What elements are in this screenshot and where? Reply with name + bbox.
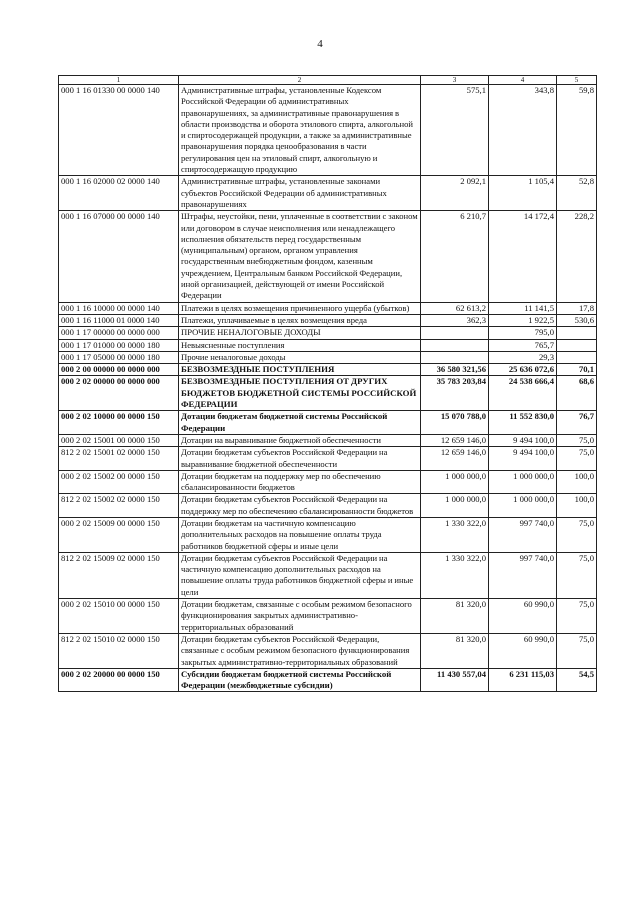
column-number-row (59, 76, 597, 85)
cell-description: БЕЗВОЗМЕЗДНЫЕ ПОСТУПЛЕНИЯ ОТ ДРУГИХ БЮДЖЕТОВ БЮДЖЕТНОЙ СИСТЕМЫ РОССИЙСКОЙ ФЕДЕРАЦИИ (179, 376, 421, 411)
cell-percent: 54,5 (557, 668, 597, 692)
cell-percent: 100,0 (557, 470, 597, 494)
cell-description: Административные штрафы, установленные законами субъектов Российской Федерации об административных правонарушениях (179, 176, 421, 211)
table-row (59, 314, 597, 326)
cell-actual-amount: 11 552 830,0 (489, 411, 557, 435)
cell-actual-amount: 765,7 (489, 339, 557, 351)
table-row (59, 339, 597, 351)
cell-code: 000 1 16 01330 00 0000 140 (59, 85, 179, 176)
cell-description: Дотации бюджетам субъектов Российской Федерации на поддержку мер по обеспечению сбалансированности бюджетов (179, 494, 421, 518)
table-row (59, 494, 597, 518)
cell-code: 000 2 02 15009 00 0000 150 (59, 517, 179, 552)
cell-actual-amount: 14 172,4 (489, 211, 557, 302)
cell-planned-amount: 2 092,1 (421, 176, 489, 211)
cell-description: Дотации бюджетам бюджетной системы Российской Федерации (179, 411, 421, 435)
cell-planned-amount: 12 659 146,0 (421, 447, 489, 471)
cell-actual-amount: 60 990,0 (489, 599, 557, 634)
cell-code: 000 2 02 15010 00 0000 150 (59, 599, 179, 634)
cell-planned-amount (421, 351, 489, 363)
table-row (59, 517, 597, 552)
cell-planned-amount: 575,1 (421, 85, 489, 176)
column-number: 1 (59, 76, 179, 85)
cell-planned-amount: 12 659 146,0 (421, 434, 489, 446)
column-number: 4 (489, 76, 557, 85)
cell-planned-amount: 81 320,0 (421, 599, 489, 634)
table-row (59, 434, 597, 446)
table-row (59, 633, 597, 668)
table-row (59, 376, 597, 411)
cell-code: 812 2 02 15002 02 0000 150 (59, 494, 179, 518)
cell-description: Дотации бюджетам на поддержку мер по обеспечению сбалансированности бюджетов (179, 470, 421, 494)
cell-actual-amount: 25 636 072,6 (489, 364, 557, 376)
cell-percent: 228,2 (557, 211, 597, 302)
cell-code: 000 2 02 10000 00 0000 150 (59, 411, 179, 435)
table-row (59, 470, 597, 494)
column-number: 2 (179, 76, 421, 85)
cell-percent: 52,8 (557, 176, 597, 211)
cell-code: 000 1 16 11000 01 0000 140 (59, 314, 179, 326)
cell-code: 000 2 02 15002 00 0000 150 (59, 470, 179, 494)
cell-percent: 76,7 (557, 411, 597, 435)
cell-description: Дотации бюджетам субъектов Российской Федерации на частичную компенсацию дополнительных расходов на повышение оплаты труда работников бюджетной сферы и иные цели (179, 552, 421, 598)
cell-percent: 75,0 (557, 517, 597, 552)
cell-planned-amount: 6 210,7 (421, 211, 489, 302)
table-row (59, 447, 597, 471)
cell-code: 812 2 02 15001 02 0000 150 (59, 447, 179, 471)
column-number: 3 (421, 76, 489, 85)
cell-description: Платежи в целях возмещения причиненного ущерба (убытков) (179, 302, 421, 314)
cell-planned-amount: 1 000 000,0 (421, 494, 489, 518)
cell-percent: 75,0 (557, 552, 597, 598)
cell-planned-amount (421, 327, 489, 339)
cell-description: Прочие неналоговые доходы (179, 351, 421, 363)
table-row (59, 176, 597, 211)
cell-description: Невыясненные поступления (179, 339, 421, 351)
cell-planned-amount: 1 000 000,0 (421, 470, 489, 494)
cell-code: 000 2 00 00000 00 0000 000 (59, 364, 179, 376)
cell-actual-amount: 795,0 (489, 327, 557, 339)
cell-actual-amount: 343,8 (489, 85, 557, 176)
cell-actual-amount: 24 538 666,4 (489, 376, 557, 411)
cell-description: Субсидии бюджетам бюджетной системы Российской Федерации (межбюджетные субсидии) (179, 668, 421, 692)
cell-actual-amount: 1 000 000,0 (489, 494, 557, 518)
cell-percent: 70,1 (557, 364, 597, 376)
cell-code: 000 1 16 10000 00 0000 140 (59, 302, 179, 314)
page-number: 4 (317, 38, 323, 50)
cell-code: 000 2 02 15001 00 0000 150 (59, 434, 179, 446)
cell-planned-amount: 36 580 321,56 (421, 364, 489, 376)
cell-actual-amount: 1 000 000,0 (489, 470, 557, 494)
cell-percent: 68,6 (557, 376, 597, 411)
cell-planned-amount: 81 320,0 (421, 633, 489, 668)
cell-code: 000 2 02 00000 00 0000 000 (59, 376, 179, 411)
cell-description: Штрафы, неустойки, пени, уплаченные в соответствии с законом или договором в случае неисполнения или ненадлежащего исполнения обязательств перед государственным (муниципальным) органом, органом управления государственным внебюджетным фондом, казенным учреждением, Центральным банком Российской Федерации, иной организацией, действующей от имени Российской Федерации (179, 211, 421, 302)
cell-description: Дотации бюджетам, связанные с особым режимом безопасного функционирования закрытых административно-территориальных образований (179, 599, 421, 634)
table-row (59, 668, 597, 692)
cell-actual-amount: 29,3 (489, 351, 557, 363)
cell-percent: 59,8 (557, 85, 597, 176)
cell-description: Дотации бюджетам субъектов Российской Федерации на выравнивание бюджетной обеспеченности (179, 447, 421, 471)
cell-planned-amount: 62 613,2 (421, 302, 489, 314)
cell-planned-amount: 35 783 203,84 (421, 376, 489, 411)
cell-actual-amount: 997 740,0 (489, 517, 557, 552)
cell-description: Дотации бюджетам субъектов Российской Федерации, связанные с особым режимом безопасного функционирования закрытых административно-территориальных образований (179, 633, 421, 668)
cell-percent (557, 327, 597, 339)
cell-actual-amount: 11 141,5 (489, 302, 557, 314)
cell-percent: 75,0 (557, 633, 597, 668)
cell-code: 812 2 02 15009 02 0000 150 (59, 552, 179, 598)
cell-description: Административные штрафы, установленные Кодексом Российской Федерации об административных правонарушениях, за административные правонарушения в области производства и оборота этилового спирта, алкогольной и спиртосодержащей продукции, а также за административные правонарушения порядка ценообразования в части регулирования цен на этиловый спирт, алкогольную и спиртосодержащую продукцию (179, 85, 421, 176)
cell-planned-amount: 362,3 (421, 314, 489, 326)
cell-planned-amount: 11 430 557,04 (421, 668, 489, 692)
cell-actual-amount: 997 740,0 (489, 552, 557, 598)
cell-description: Дотации бюджетам на частичную компенсацию дополнительных расходов на повышение оплаты труда работников бюджетной сферы и иные цели (179, 517, 421, 552)
table-row (59, 411, 597, 435)
cell-description: БЕЗВОЗМЕЗДНЫЕ ПОСТУПЛЕНИЯ (179, 364, 421, 376)
cell-percent (557, 351, 597, 363)
cell-percent: 75,0 (557, 599, 597, 634)
table-row (59, 552, 597, 598)
cell-planned-amount: 1 330 322,0 (421, 552, 489, 598)
table-row (59, 211, 597, 302)
cell-percent (557, 339, 597, 351)
cell-actual-amount: 9 494 100,0 (489, 447, 557, 471)
table-row (59, 327, 597, 339)
cell-description: Платежи, уплачиваемые в целях возмещения вреда (179, 314, 421, 326)
cell-code: 812 2 02 15010 02 0000 150 (59, 633, 179, 668)
table-row (59, 302, 597, 314)
cell-percent: 530,6 (557, 314, 597, 326)
column-number: 5 (557, 76, 597, 85)
table-row (59, 85, 597, 176)
cell-code: 000 1 16 07000 00 0000 140 (59, 211, 179, 302)
cell-actual-amount: 60 990,0 (489, 633, 557, 668)
cell-actual-amount: 1 105,4 (489, 176, 557, 211)
cell-planned-amount (421, 339, 489, 351)
budget-table (58, 75, 597, 692)
cell-planned-amount: 15 070 788,0 (421, 411, 489, 435)
cell-percent: 75,0 (557, 434, 597, 446)
cell-code: 000 1 17 00000 00 0000 000 (59, 327, 179, 339)
cell-code: 000 2 02 20000 00 0000 150 (59, 668, 179, 692)
table-row (59, 599, 597, 634)
cell-percent: 100,0 (557, 494, 597, 518)
cell-percent: 75,0 (557, 447, 597, 471)
cell-planned-amount: 1 330 322,0 (421, 517, 489, 552)
cell-percent: 17,8 (557, 302, 597, 314)
cell-code: 000 1 17 01000 00 0000 180 (59, 339, 179, 351)
cell-description: ПРОЧИЕ НЕНАЛОГОВЫЕ ДОХОДЫ (179, 327, 421, 339)
cell-actual-amount: 9 494 100,0 (489, 434, 557, 446)
cell-code: 000 1 16 02000 02 0000 140 (59, 176, 179, 211)
table-row (59, 351, 597, 363)
cell-actual-amount: 6 231 115,03 (489, 668, 557, 692)
cell-code: 000 1 17 05000 00 0000 180 (59, 351, 179, 363)
cell-description: Дотации на выравнивание бюджетной обеспеченности (179, 434, 421, 446)
table-row (59, 364, 597, 376)
cell-actual-amount: 1 922,5 (489, 314, 557, 326)
